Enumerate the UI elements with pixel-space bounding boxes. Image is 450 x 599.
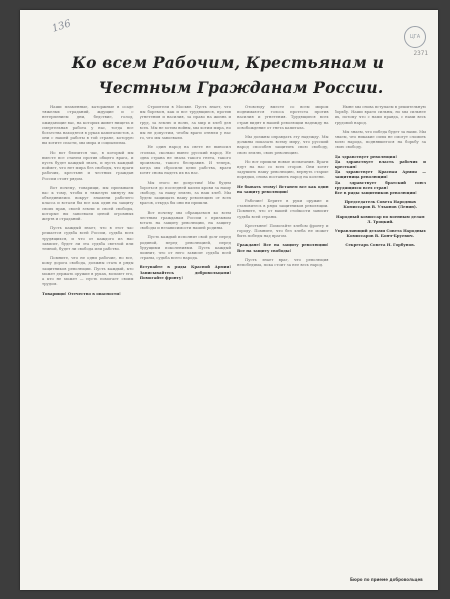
paragraph: Наши пламенные, каторжные в осаде тяжелых страданий, ждущие и с нетерпением дни, бедствие, голод, ожидающие вас, на которых живет нищета и смертельная работа у нас, тогда все богатства находятся в руках капиталистов, а они с нашей работы в той стране, которую вы хотите спасти, мы мира и социализма. (42, 104, 134, 146)
paragraph: Помните, что не одни рабочие, но все, кому дорога свобода, должны стать в ряды защитников революции. Пусть каждый, кто может держать оружие в руках, возьмет его, а кто не может — пусть помогает своим трудом. (42, 255, 134, 287)
paragraph: Мы знаем, что победа будет за нами. Мы знаем, что никакие силы не смогут сломить волю народа, поднявшегося на борьбу за свою свободу. (334, 128, 426, 150)
paragraph: Да здравствует власть рабочих и крестьян! (334, 158, 426, 170)
title-line-2: Честным Гражданам России. (98, 78, 384, 98)
archive-number: 2371 (413, 50, 428, 57)
title-line-1: Ко всем Рабочим, Крестьянам и (71, 53, 385, 73)
paragraph: Мы должны оправдать эту надежду. Мы должны показать всему миру, что русский народ способен защитить свою свободу, свою землю, свою революцию. (237, 134, 329, 155)
signature-line: Управляющий делами Совета Народных Комиссаров В. Бонч-Бруевич. (334, 228, 426, 239)
document-sheet (20, 10, 438, 590)
document-title (20, 53, 438, 97)
handwritten-number: 136 (50, 18, 73, 35)
paragraph: Ныне мы снова вступаем в решительную борьбу. Наши враги сильны, но мы сильнее их, потому что с нами правда, с нами весь трудовой народ. (334, 104, 426, 125)
paragraph: Граждане! Все на защиту революции! Все на защиту свободы! (237, 242, 329, 253)
paragraph: Мы этого не допустим! Мы будем бороться до последней капли крови за нашу свободу, за нашу землю, за наш хлеб. Мы будем защищать нашу революцию от всех врагов, откуда бы они ни пришли. (139, 179, 231, 206)
paragraph: Отовсюду вместе со всем миром поднимаются голоса протеста против насилия и угнетения. Трудящиеся всех стран видят в нашей революции надежду на освобождение от гнета капитала. (237, 104, 329, 130)
signature-line: Председатель Совета Народных Комиссаров В. Ульянов (Ленин). (343, 199, 418, 210)
paragraph: Не один народ на свете не выносил столько, сколько вынес русский народ. Не одна страна не знала такого гнета, такого произвола, такого бесправия. И теперь, когда мы сбросили цепи рабства, враги хотят снова надеть их на нас. (139, 144, 231, 176)
text-columns (42, 104, 426, 570)
paragraph: Строители в Москве. Пусть знает, что мы боремся, как и все трудящиеся, против угнетения и насилия, за право на жизнь и труд, за землю и волю, за мир и хлеб для всех. Мы не хотим войны, мы хотим мира, но мы не допустим, чтобы враги отняли у нас то, что мы завоевали. (139, 104, 231, 141)
column-2 (140, 104, 232, 570)
paragraph: Но вот пришли новые испытания. Враги идут на нас со всех сторон. Они хотят задушить нашу революцию, вернуть старые порядки, снова поставить народ на колени. (237, 158, 329, 180)
paragraph: Да здравствует революция! (334, 153, 398, 159)
column-4 (335, 104, 427, 570)
paragraph: Не бывать этому! Встанем все как один на защиту революции! (237, 183, 329, 194)
paragraph: Пусть каждый исполнит свой долг перед родиной, перед революцией, перед будущими поколениями. Пусть каждый помнит, что от него зависит судьба всей страны, судьба всего народа. (139, 234, 231, 261)
paragraph: Да здравствует Красная Армия — защитница революции! (334, 169, 426, 180)
paragraph: Крестьяне! Помогайте хлебом фронту и городу. Помните, что без хлеба не может быть победы над врагом. (237, 222, 329, 239)
footer-note: Бюро по приеме добровольцев (350, 577, 423, 582)
signature-line: Народный комиссар по военным делам Л. Троцкий. (335, 213, 425, 224)
paragraph: Вступайте в ряды Красной Армии! Записывайтесь добровольцами! Помогайте фронту! (139, 264, 231, 280)
paragraph: Вот почему, товарищи, мы призываем вас к тому, чтобы в тяжелую минуту вы объединились вокруг знамени рабочего класса и встали бы все как один на защиту своих прав, своей земли и своей свободы, которые вы завоевали ценой огромных жертв и страданий. (42, 184, 134, 222)
archive-stamp (404, 26, 426, 48)
column-1 (42, 104, 134, 570)
paragraph: Вот почему мы обращаемся ко всем честным гражданам России с призывом встать на защиту революции, на защиту свободы и независимости нашей родины. (139, 209, 231, 231)
paragraph: Пусть каждый знает, что в этот час решается судьба всей России, судьба всех трудящихся, и что от каждого из нас зависит, будет ли эта судьба светлой или темной, будет ли свобода или рабство. (42, 225, 134, 252)
paragraph: Товарищи! Отечество в опасности! (42, 290, 121, 296)
column-3 (237, 104, 329, 570)
stamp-label: ЦГА (409, 34, 421, 40)
paragraph: Но вот близится час, в который мы вместе все станем против общего врага, и пусть будет каждый знать, и пусть каждый поймет, что нет мира без свободы, что враги рабочих, крестьян и честных граждан России стоят рядом. (42, 149, 134, 181)
paragraph: Все в ряды защитников революции! (334, 190, 417, 196)
paragraph: Да здравствует братский союз трудящихся всех стран! (334, 179, 426, 190)
paragraph: Рабочие! Берите в руки оружие и становитесь в ряды защитников революции. Помните, что от вашей стойкости зависит судьба всей страны. (237, 198, 329, 219)
paragraph: Пусть знает враг, что революция непобедима, пока стоит за нее весь народ. (237, 256, 329, 268)
signature-line: Секретарь Совета Н. Горбунов. (345, 242, 416, 248)
